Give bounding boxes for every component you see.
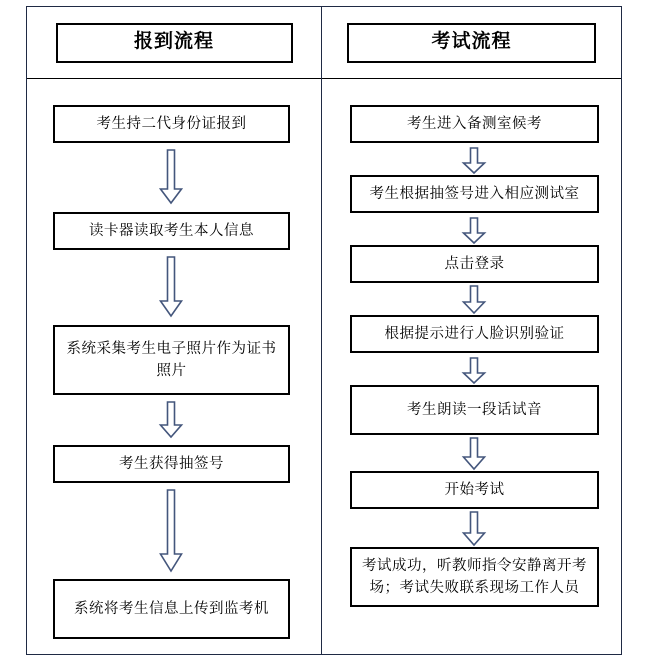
step-box-r6[interactable]: 开始考试 xyxy=(350,471,599,509)
down-block-arrow-icon xyxy=(461,511,487,547)
step-box-r7[interactable]: 考试成功，听教师指令安静离开考场；考试失败联系现场工作人员 xyxy=(350,547,599,607)
steps-examination xyxy=(322,79,621,654)
step-box-l4[interactable]: 考生获得抽签号 xyxy=(53,445,290,483)
column-title-registration: 报到流程 xyxy=(56,23,293,63)
down-block-arrow-icon xyxy=(461,147,487,175)
down-block-arrow-icon xyxy=(461,217,487,245)
column-registration xyxy=(27,7,322,654)
down-block-arrow-icon xyxy=(158,401,184,439)
column-examination xyxy=(322,7,621,654)
steps-registration xyxy=(27,79,321,654)
step-box-l3[interactable]: 系统采集考生电子照片作为证书照片 xyxy=(53,325,290,395)
down-block-arrow-icon xyxy=(461,357,487,385)
header-cell-examination xyxy=(322,7,621,79)
down-block-arrow-icon xyxy=(158,149,184,205)
step-box-l1[interactable]: 考生持二代身份证报到 xyxy=(53,105,290,143)
down-block-arrow-icon xyxy=(158,489,184,573)
step-box-r3[interactable]: 点击登录 xyxy=(350,245,599,283)
step-box-l5[interactable]: 系统将考生信息上传到监考机 xyxy=(53,579,290,639)
step-box-l2[interactable]: 读卡器读取考生本人信息 xyxy=(53,212,290,250)
step-box-r4[interactable]: 根据提示进行人脸识别验证 xyxy=(350,315,599,353)
down-block-arrow-icon xyxy=(461,285,487,315)
step-box-r2[interactable]: 考生根据抽签号进入相应测试室 xyxy=(350,175,599,213)
down-block-arrow-icon xyxy=(158,256,184,318)
column-title-examination: 考试流程 xyxy=(347,23,596,63)
down-block-arrow-icon xyxy=(461,437,487,471)
flowchart-table xyxy=(26,6,622,655)
step-box-r5[interactable]: 考生朗读一段话试音 xyxy=(350,385,599,435)
header-cell-registration xyxy=(27,7,321,79)
step-box-r1[interactable]: 考生进入备测室候考 xyxy=(350,105,599,143)
